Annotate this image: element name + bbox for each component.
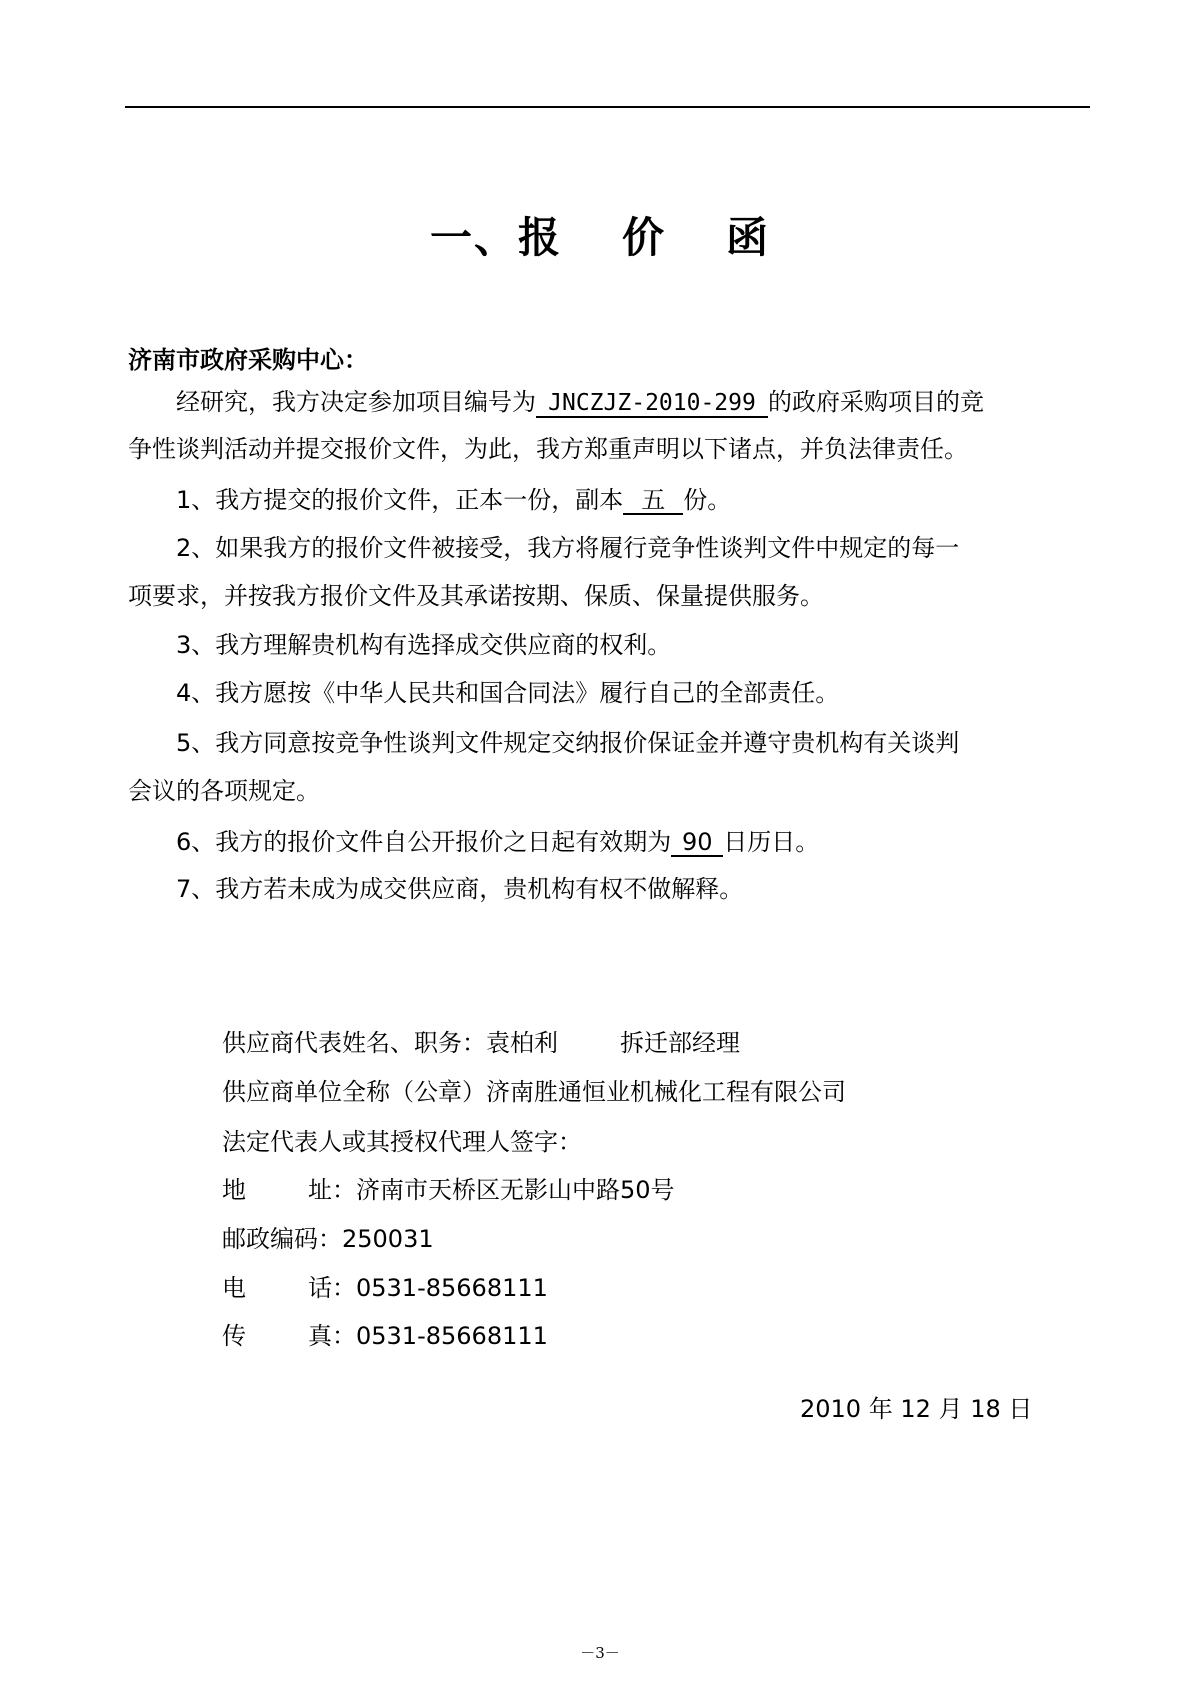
item-2-line-2: 项要求，并按我方报价文件及其承诺按期、保质、保量提供服务。 bbox=[128, 582, 824, 610]
company-line bbox=[222, 1072, 846, 1107]
tel-line bbox=[222, 1268, 548, 1303]
item-1-after: 份。 bbox=[683, 486, 732, 514]
rep-title: 拆迁部经理 bbox=[620, 1029, 740, 1057]
item-6-after: 日历日。 bbox=[723, 828, 820, 856]
date-day-char: 日 bbox=[1008, 1395, 1033, 1423]
addressee: 济南市政府采购中心： bbox=[128, 346, 368, 374]
date-year: 2010 bbox=[800, 1395, 862, 1423]
page-number: －3－ bbox=[580, 1644, 620, 1662]
item-5-line-2: 会议的各项规定。 bbox=[128, 777, 320, 805]
fax-line bbox=[222, 1316, 548, 1351]
date-month-char: 月 bbox=[938, 1395, 963, 1423]
header-rule bbox=[125, 106, 1090, 108]
address-label-1: 地 bbox=[222, 1176, 246, 1204]
item-7: 7、我方若未成为成交供应商，贵机构有权不做解释。 bbox=[176, 875, 744, 903]
item-1 bbox=[128, 487, 1138, 515]
rep-name: 袁柏利 bbox=[486, 1029, 558, 1057]
date-month: 12 bbox=[900, 1395, 931, 1423]
rep-line bbox=[222, 1023, 740, 1058]
company-label: 供应商单位全称（公章） bbox=[222, 1078, 486, 1106]
title-part-1: 一、报 bbox=[429, 213, 562, 262]
address-line bbox=[222, 1170, 675, 1205]
document-date bbox=[800, 1389, 1032, 1424]
item-4: 4、我方愿按《中华人民共和国合同法》履行自己的全部责任。 bbox=[176, 679, 840, 707]
signer-line: 法定代表人或其授权代理人签字： bbox=[222, 1128, 582, 1156]
item-5-line-1: 5、我方同意按竞争性谈判文件规定交纳报价保证金并遵守贵机构有关谈判 bbox=[176, 729, 960, 757]
validity-days: 90 bbox=[671, 829, 723, 857]
tel-value: 0531-85668111 bbox=[356, 1274, 548, 1302]
date-year-char: 年 bbox=[868, 1395, 893, 1423]
item-1-before: 1、我方提交的报价文件，正本一份，副本 bbox=[176, 486, 624, 514]
copies-count: 五 bbox=[623, 487, 683, 515]
fax-label-2: 真： bbox=[308, 1322, 356, 1350]
postcode-value: 250031 bbox=[342, 1225, 434, 1253]
item-6 bbox=[128, 829, 1138, 857]
company-name: 济南胜通恒业机械化工程有限公司 bbox=[486, 1078, 846, 1106]
postcode-line bbox=[222, 1219, 434, 1254]
fax-label-1: 传 bbox=[222, 1322, 246, 1350]
intro-after: 的政府采购项目的竞 bbox=[768, 388, 984, 416]
item-6-before: 6、我方的报价文件自公开报价之日起有效期为 bbox=[176, 828, 672, 856]
project-number: JNCZJZ-2010-299 bbox=[536, 390, 768, 418]
title-part-3: 函 bbox=[726, 213, 771, 262]
postcode-label: 邮政编码： bbox=[222, 1225, 342, 1253]
title-part-2: 价 bbox=[621, 213, 666, 262]
fax-value: 0531-85668111 bbox=[356, 1322, 548, 1350]
page-title bbox=[0, 205, 1200, 265]
item-2-line-1: 2、如果我方的报价文件被接受，我方将履行竞争性谈判文件中规定的每一 bbox=[176, 534, 960, 562]
tel-label-1: 电 bbox=[222, 1274, 246, 1302]
address-value: 济南市天桥区无影山中路50号 bbox=[356, 1176, 675, 1204]
intro-before: 经研究，我方决定参加项目编号为 bbox=[176, 388, 536, 416]
date-day: 18 bbox=[970, 1395, 1001, 1423]
rep-label: 供应商代表姓名、职务： bbox=[222, 1029, 486, 1057]
intro-line-2: 争性谈判活动并提交报价文件，为此，我方郑重声明以下诸点，并负法律责任。 bbox=[128, 435, 968, 463]
intro-line-1 bbox=[128, 390, 1138, 418]
item-3: 3、我方理解贵机构有选择成交供应商的权利。 bbox=[176, 631, 672, 659]
address-label-2: 址： bbox=[308, 1176, 356, 1204]
tel-label-2: 话： bbox=[308, 1274, 356, 1302]
